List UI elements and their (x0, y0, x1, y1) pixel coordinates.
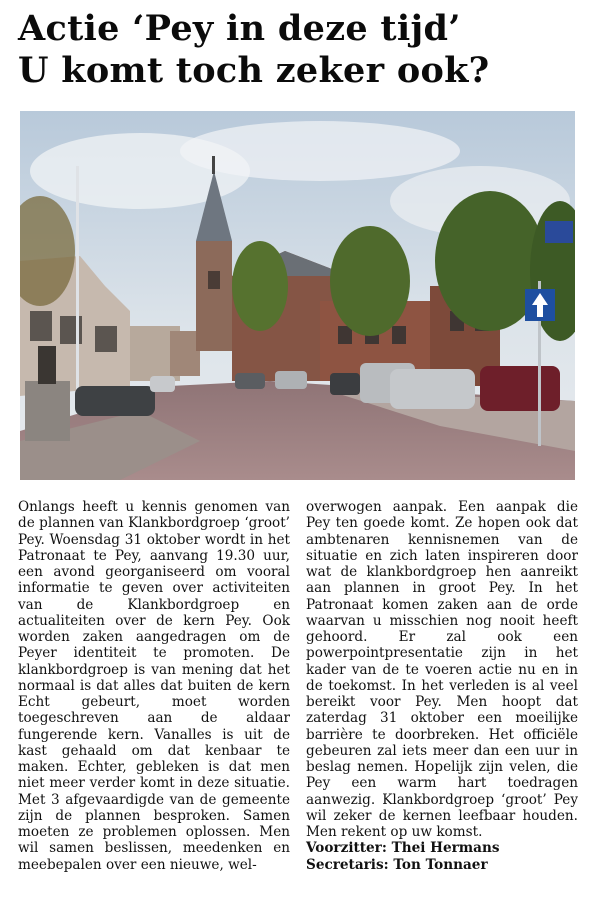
headline-line-2: U komt toch zeker ook? (18, 50, 490, 91)
headline (18, 8, 578, 92)
paragraph-right: overwogen aanpak. Een aanpak die Pey ten goede komt. Ze hopen ook dat ambtenaren kennisnemen van de situatie en zich laten inspireren door wat de klankbordgroep hen aanreikt aan plannen in groot Pey. In het Patronaat komen zaken aan de orde waarvan u misschien nog nooit heeft gehoord. Er zal ook een powerpointpresentatie zijn in het kader van de te voeren actie nu en in de toekomst. In het verleden is al veel bereikt voor Pey. Men hoopt dat zaterdag 31 oktober een moeilijke barrière te doorbreken. Het officiële gebeuren zal iets meer dan een uur in beslag nemen. Hopelijk zijn velen, die Pey een warm hart toedragen aanwezig. Klankbordgroep ‘groot’ Pey wil zeker de kernen leefbaar houden. Men rekent op uw komst. (306, 499, 578, 840)
article-column-left (18, 499, 290, 873)
credit-secretary: Secretaris: Ton Tonnaer (306, 856, 488, 873)
street-photo (20, 111, 575, 480)
article-column-right (306, 499, 578, 873)
paragraph-left: Onlangs heeft u kennis genomen van de plannen van Klankbordgroep ‘groot’ Pey. Woensdag 31 oktober wordt in het Patronaat te Pey, aanvang 19.30 uur, een avond georganiseerd om vooral informatie te geven over activiteiten van de Klankbordgroep en actualiteiten over de kern Pey. Ook worden zaken aangedragen om de Peyer identiteit te promoten. De klankbordgroep is van mening dat het normaal is dat alles dat buiten de kern Echt gebeurt, moet worden toegeschreven aan de aldaar fungerende kern. Vanalles is uit de kast gehaald om dat kenbaar te maken. Echter, gebleken is dat men niet meer verder komt in deze situatie. Met 3 afgevaardigde van de gemeente zijn de plannen besproken. Samen moeten ze problemen oplossen. Men wil samen beslissen, meedenken en meebepalen over een nieuwe, wel- (18, 499, 290, 873)
credit-chair: Voorzitter: Thei Hermans (306, 840, 500, 857)
headline-line-1: Actie ‘Pey in deze tijd’ (18, 8, 461, 49)
